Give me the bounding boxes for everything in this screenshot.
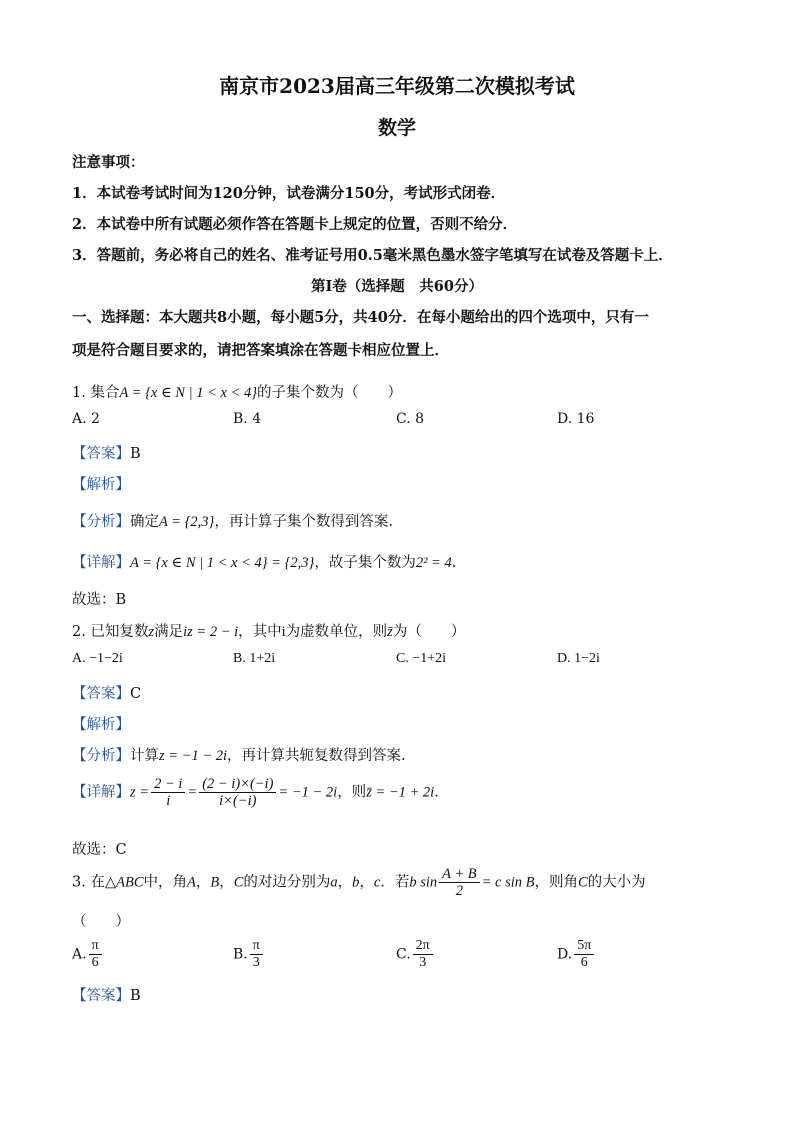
detail-tag: 【详解】 — [72, 555, 130, 571]
q3-option-b-den: 3 — [252, 955, 260, 970]
q2-answer — [72, 682, 141, 703]
q3-sep4: ， — [359, 874, 374, 891]
q2-mid1: 满足 — [154, 624, 184, 640]
q3-option-b — [233, 938, 265, 971]
q2-fraction-1 — [151, 776, 185, 809]
q1-option-a: A. 2 — [72, 411, 100, 427]
question-1-stem — [72, 381, 402, 402]
q1-answer-value: B — [130, 446, 141, 462]
q3-angle-c: C — [233, 874, 244, 891]
notice-item-3: 3．答题前，务必将自己的姓名、准考证号用0.5毫米黑色墨水签字笔填写在试卷及答题卡上． — [72, 247, 673, 264]
q3-side-c: c — [373, 874, 381, 891]
q2-equation: iz = 2 − i — [183, 624, 239, 640]
q3-paren: （ ） — [72, 914, 130, 930]
q1-answer — [72, 442, 141, 463]
q2-equals: = — [187, 784, 198, 801]
q3-option-c-label: C. — [396, 946, 411, 963]
q3-option-a — [72, 938, 104, 971]
q1-fenxi-text-a: 确定 — [130, 514, 159, 530]
q2-detail-result: = −1 − 2i — [278, 784, 338, 801]
q3-suffix: 的大小为 — [587, 874, 646, 891]
question-2-stem — [72, 620, 465, 641]
notice-item-1: 1．本试卷考试时间为120分钟，试卷满分150分，考试形式闭卷． — [72, 185, 506, 202]
q1-analysis-tag: 【解析】 — [72, 477, 130, 493]
q2-fraction-2 — [199, 776, 276, 809]
q1-detail-math-2: 2² = 4 — [415, 555, 452, 571]
q3-option-d-label: D. — [557, 946, 573, 963]
q1-prefix: 1. 集合 — [72, 385, 120, 401]
q3-mid3: ．若 — [380, 874, 410, 891]
q2-detail — [72, 776, 439, 809]
section-intro-line-1: 一、选择题：本大题共8小题，每小题5分，共40分．在每小题给出的四个选项中，只有一 — [72, 309, 649, 326]
fenxi-tag: 【分析】 — [72, 514, 130, 530]
q3-option-d-num: 5π — [574, 938, 594, 955]
q2-detail-zbar: z̄ = −1 + 2i — [366, 784, 435, 801]
q2-detail-z: z = — [130, 784, 150, 801]
q3-option-a-label: A. — [72, 946, 87, 963]
q1-fenxi-set: A = {2,3} — [159, 514, 215, 530]
q1-suffix: 的子集个数为（ ） — [257, 385, 403, 401]
q2-mid3: 为虚数单位，则 — [285, 624, 388, 640]
section-title: 第Ⅰ卷（选择题 共60分） — [311, 278, 483, 295]
q3-option-b-frac — [250, 938, 263, 971]
choose-label: 故选： — [72, 842, 116, 858]
exam-title: 南京市2023届高三年级第二次模拟考试 — [219, 74, 575, 98]
q1-option-c: C. 8 — [396, 411, 425, 427]
q3-option-a-frac — [89, 938, 102, 971]
q2-suffix: 为（ ） — [392, 624, 466, 640]
q3-option-d — [557, 938, 596, 971]
fenxi-tag: 【分析】 — [72, 748, 130, 764]
q3-prefix: 3. 在 — [72, 874, 105, 891]
detail-tag: 【详解】 — [72, 784, 130, 801]
exam-subject: 数学 — [377, 117, 416, 139]
q3-answer — [72, 984, 141, 1005]
q2-option-a: A. −1−2i — [72, 651, 123, 666]
q1-detail-end: . — [451, 555, 457, 571]
q3-fraction — [439, 866, 480, 899]
q2-prefix: 2. 已知复数 — [72, 624, 149, 640]
q3-option-b-num: π — [250, 938, 263, 955]
q2-frac2-den: i×(−i) — [219, 793, 257, 809]
q3-option-c-frac — [413, 938, 433, 971]
q1-fenxi-text-b: ，再计算子集个数得到答案. — [214, 514, 393, 530]
q2-option-c: C. −1+2i — [396, 651, 447, 666]
q3-rhs: = c sin B — [481, 874, 535, 891]
q1-detail-text: ，故子集个数为 — [314, 555, 416, 571]
q2-detail-end: . — [434, 784, 439, 801]
q2-i: i — [281, 624, 286, 640]
q3-side-b: b — [352, 874, 360, 891]
q3-mid4: ，则角 — [534, 874, 578, 891]
q1-option-b: B. 4 — [233, 411, 262, 427]
question-3-stem — [72, 866, 646, 899]
q3-option-b-label: B. — [233, 946, 248, 963]
q3-option-c — [396, 938, 435, 971]
q3-option-d-den: 6 — [580, 955, 588, 970]
q3-option-a-num: π — [89, 938, 102, 955]
q1-detail-math: A = {x ∈ N | 1 < x < 4} = {2,3} — [130, 555, 315, 571]
q2-analysis-tag: 【解析】 — [72, 717, 130, 733]
q3-sep2: ， — [219, 874, 234, 891]
choose-label: 故选： — [72, 592, 116, 608]
answer-tag: 【答案】 — [72, 686, 130, 702]
q2-option-b: B. 1+2i — [233, 651, 276, 666]
q2-fenxi-text-b: ，再计算共轭复数得到答案. — [227, 748, 406, 764]
q1-detail — [72, 551, 456, 572]
notice-item-2: 2．本试卷中所有试题必须作答在答题卡上规定的位置，否则不给分． — [72, 216, 518, 233]
q3-option-a-den: 6 — [91, 955, 99, 970]
section-intro-line-2: 项是符合题目要求的，请把答案填涂在答题卡相应位置上． — [72, 342, 449, 359]
q1-choose-value: B — [115, 592, 127, 608]
answer-tag: 【答案】 — [72, 988, 130, 1004]
q2-zbar: z̄ — [387, 624, 393, 640]
q3-mid1: 中，角 — [143, 874, 187, 891]
q3-side-a: a — [330, 874, 338, 891]
q2-choose-value: C — [115, 842, 127, 858]
q3-option-d-frac — [574, 938, 594, 971]
q3-angle-c-2: C — [578, 874, 588, 891]
q3-triangle: △ABC — [104, 874, 144, 891]
q2-mid2: ，其中 — [238, 624, 282, 640]
q2-fenxi-text-a: 计算 — [130, 748, 159, 764]
q3-option-c-den: 3 — [419, 955, 427, 970]
q2-frac2-num: (2 − i)×(−i) — [199, 776, 276, 793]
q3-angle-a: A — [187, 874, 196, 891]
q1-option-d: D. 16 — [557, 411, 595, 427]
q1-fenxi — [72, 510, 393, 531]
notice-heading: 注意事项： — [72, 154, 145, 171]
q2-frac1-den: i — [166, 793, 171, 809]
q1-set: A = {x ∈ N | 1 < x < 4} — [119, 385, 258, 401]
q2-fenxi-math: z = −1 − 2i — [159, 748, 228, 764]
q3-sep3: ， — [337, 874, 353, 891]
q2-z: z — [148, 624, 155, 640]
q3-lhs: b sin — [409, 874, 438, 891]
q3-sep1: ， — [195, 874, 211, 891]
q2-answer-value: C — [130, 686, 142, 702]
q2-fenxi — [72, 744, 406, 765]
q2-option-d: D. 1−2i — [557, 651, 600, 666]
q3-mid2: 的对边分别为 — [243, 874, 331, 891]
q3-answer-value: B — [130, 988, 141, 1004]
answer-tag: 【答案】 — [72, 446, 130, 462]
q3-frac-den: 2 — [455, 883, 463, 899]
q2-choose — [72, 838, 127, 859]
q3-option-c-num: 2π — [413, 938, 433, 955]
q2-detail-text: ，则 — [337, 784, 367, 801]
q3-angle-b: B — [210, 874, 220, 891]
q3-frac-num: A + B — [439, 866, 480, 883]
q2-frac1-num: 2 − i — [151, 776, 185, 793]
q1-choose — [72, 588, 126, 609]
